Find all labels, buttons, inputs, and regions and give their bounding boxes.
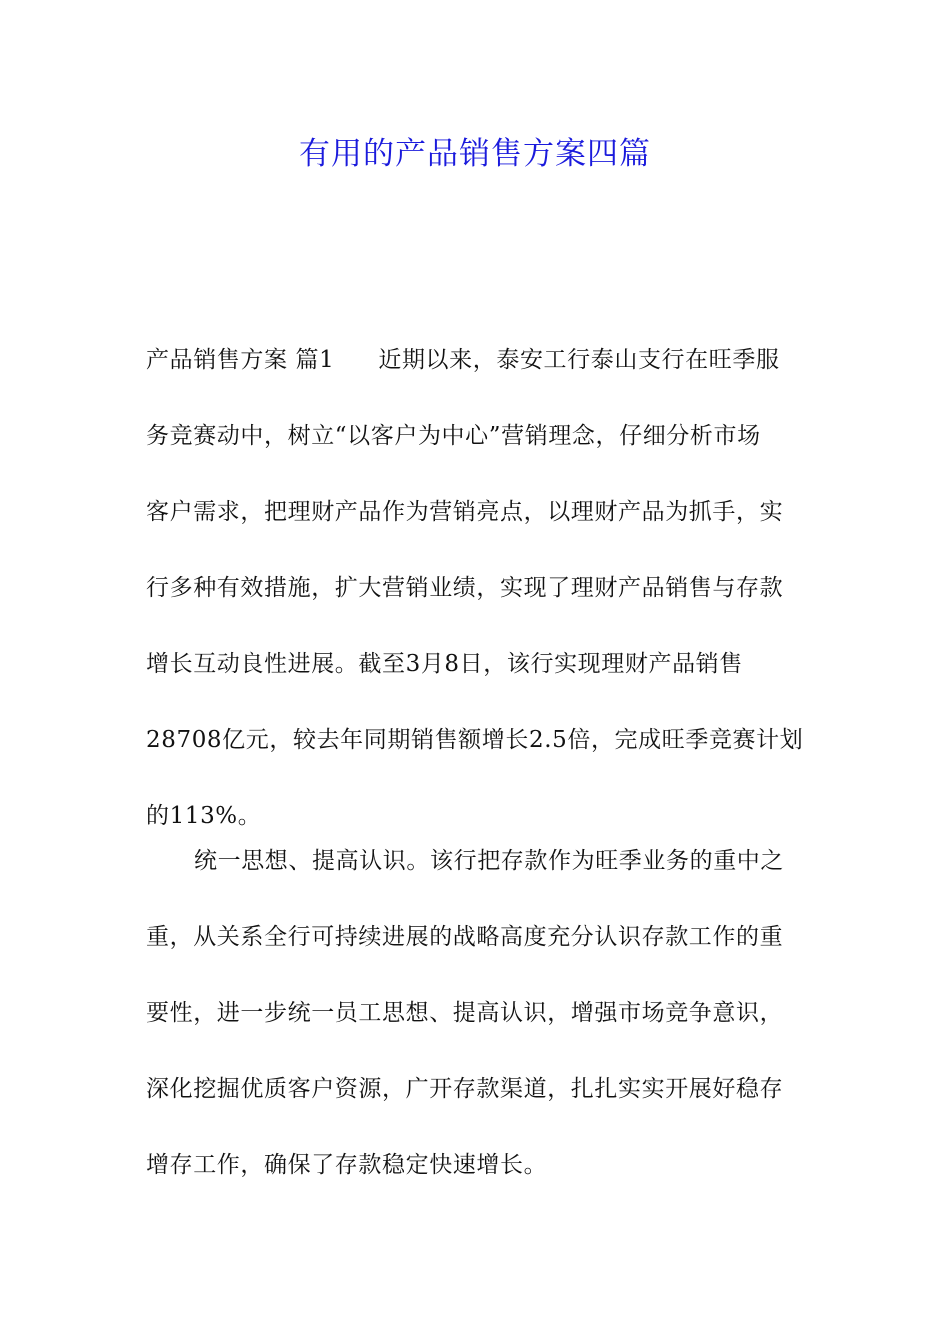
paragraph-line: 深化挖掘优质客户资源，广开存款渠道，扎扎实实开展好稳存: [146, 1076, 784, 1102]
paragraph-line: 的113%。: [146, 803, 262, 829]
paragraph-line: 重，从关系全行可持续进展的战略高度充分认识存款工作的重: [146, 924, 784, 950]
paragraph-line: 务竞赛动中，树立“以客户为中心”营销理念，仔细分析市场: [146, 423, 761, 449]
paragraph-line: 行多种有效措施，扩大营销业绩，实现了理财产品销售与存款: [146, 575, 784, 601]
paragraph-line: 增长互动良性进展。截至3月8日，该行实现理财产品销售: [146, 651, 743, 677]
paragraph-line: [146, 322, 808, 398]
paragraph-2: [146, 823, 808, 1203]
paragraph-line: 客户需求，把理财产品作为营销亮点，以理财产品为抓手，实: [146, 499, 784, 525]
paragraph-line: 统一思想、提高认识。该行把存款作为旺季业务的重中之: [194, 848, 784, 874]
paragraph-line: 增存工作，确保了存款稳定快速增长。: [146, 1152, 548, 1178]
document-title: 有用的产品销售方案四篇: [299, 136, 651, 172]
paragraph-text: 近期以来，泰安工行泰山支行在旺季服: [378, 347, 780, 373]
section-label: 产品销售方案 篇1: [146, 347, 335, 373]
paragraph-line: 要性，进一步统一员工思想、提高认识，增强市场竞争意识，: [146, 1000, 784, 1026]
paragraph-line: 28708亿元，较去年同期销售额增长2.5倍，完成旺季竞赛计划: [146, 727, 804, 753]
paragraph-1: [146, 322, 808, 854]
